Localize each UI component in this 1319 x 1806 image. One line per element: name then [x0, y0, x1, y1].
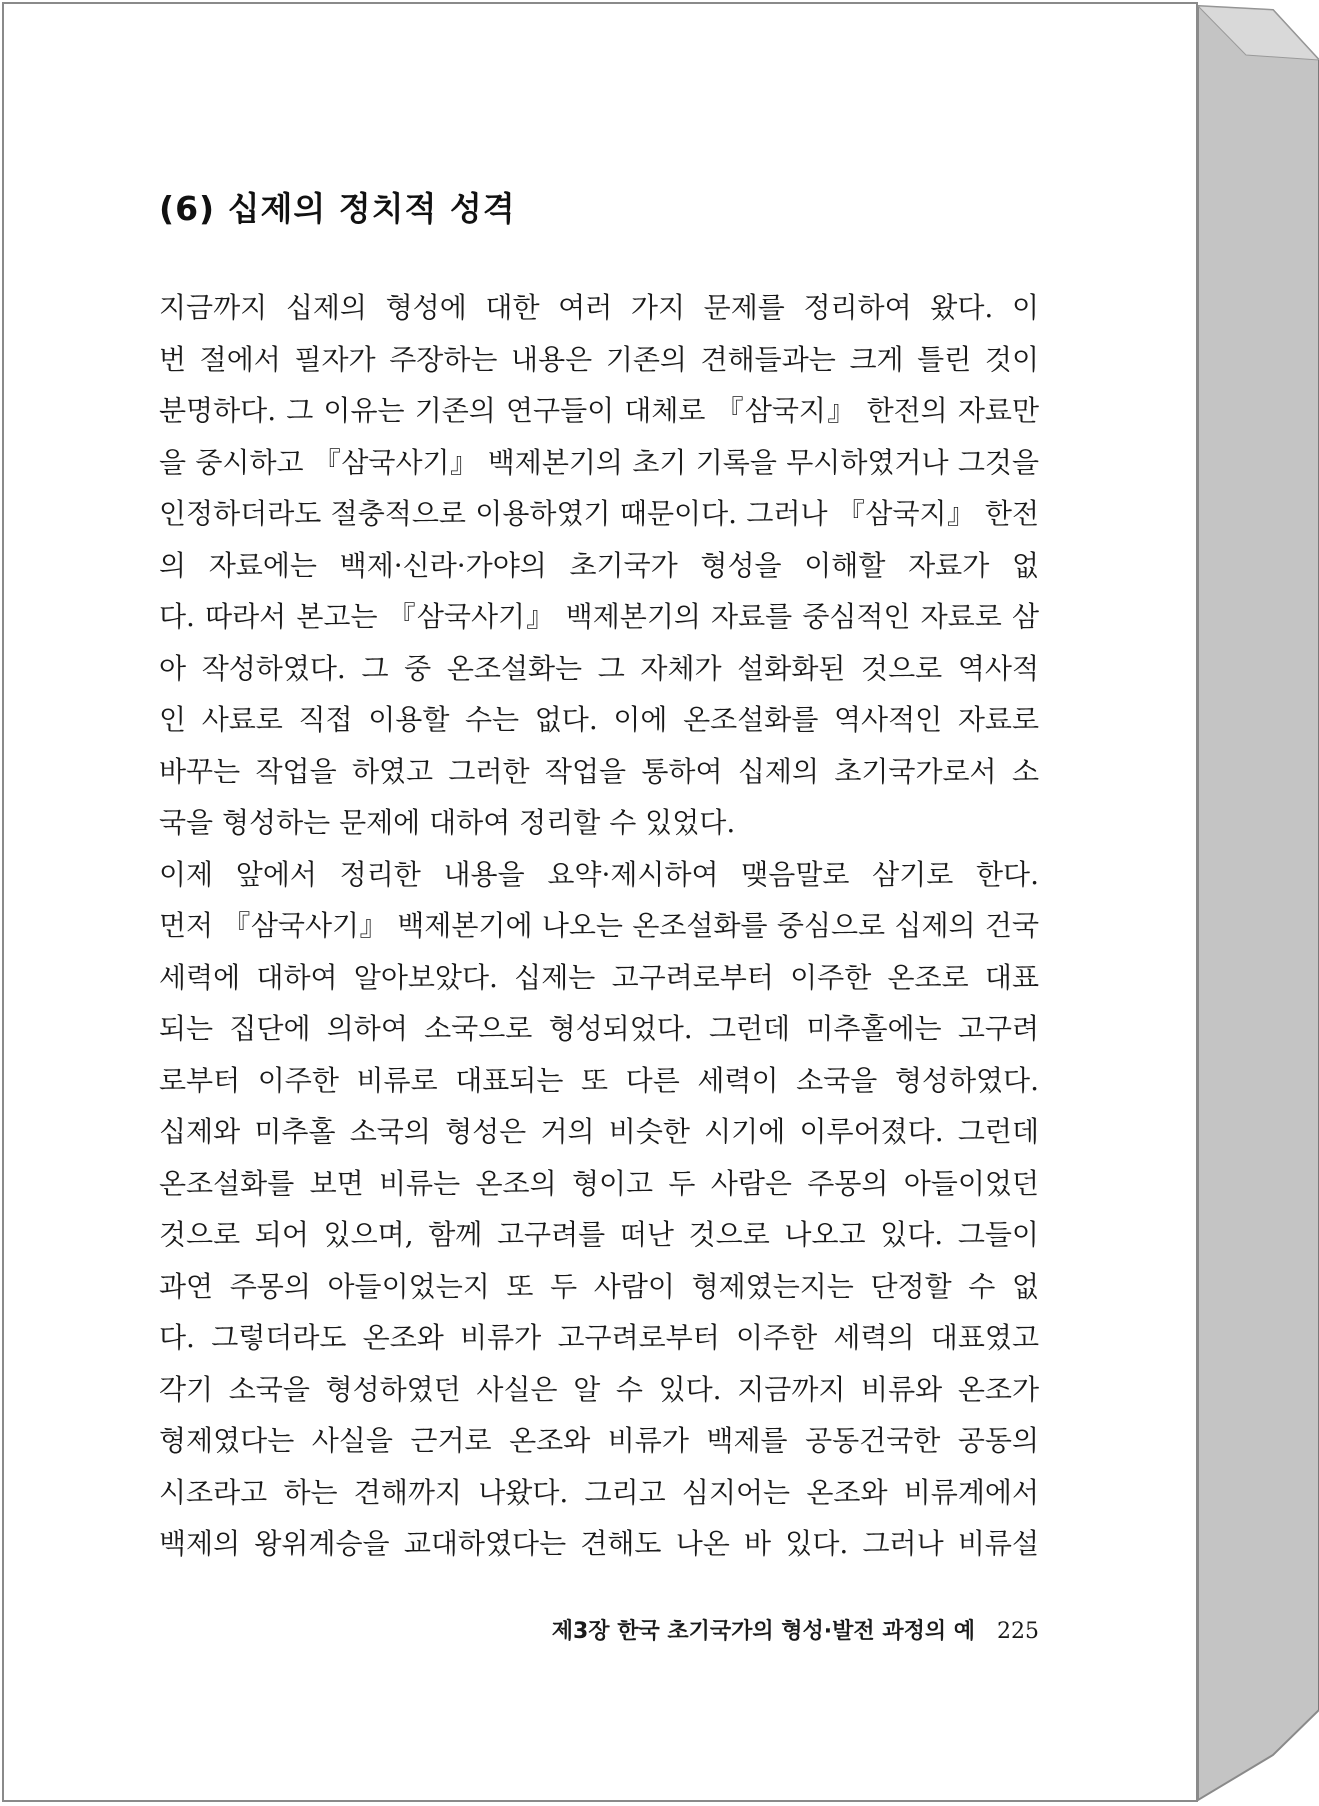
text-line: 백제의 왕위계승을 교대하였다는 견해도 나온 바 있다. 그러나 비류설 — [159, 1527, 1039, 1560]
text-line: 인 사료로 직접 이용할 수는 없다. 이에 온조설화를 역사적인 자료로 — [159, 703, 1039, 736]
paragraph-1 — [159, 282, 1039, 849]
text-line: 세력에 대하여 알아보았다. 십제는 고구려로부터 이주한 온조로 대표 — [159, 960, 1039, 994]
page-content — [159, 184, 1039, 1570]
text-line: 이제 앞에서 정리한 내용을 요약·제시하여 맺음말로 삼기로 한다. — [159, 857, 1039, 891]
text-line: 아 작성하였다. 그 중 온조설화는 그 자체가 설화화된 것으로 역사적 — [159, 651, 1039, 685]
text-line: 분명하다. 그 이유는 기존의 연구들이 대체로 『삼국지』 한전의 자료만 — [159, 394, 1039, 427]
text-line: 시조라고 하는 견해까지 나왔다. 그리고 심지어는 온조와 비류계에서 — [159, 1475, 1039, 1509]
text-line: 십제와 미추홀 소국의 형성은 거의 비슷한 시기에 이루어졌다. 그런데 — [159, 1115, 1039, 1148]
text-line: 다. 따라서 본고는 『삼국사기』 백제본기의 자료를 중심적인 자료로 삼 — [159, 600, 1039, 633]
page-number: 225 — [997, 1619, 1039, 1644]
text-line: 것으로 되어 있으며, 함께 고구려를 떠난 것으로 나오고 있다. 그들이 — [159, 1218, 1039, 1251]
book-edge — [1198, 0, 1319, 1806]
text-line: 을 중시하고 『삼국사기』 백제본기의 초기 기록을 무시하였거나 그것을 — [159, 445, 1039, 479]
text-line: 되는 집단에 의하여 소국으로 형성되었다. 그런데 미추홀에는 고구려 — [159, 1012, 1039, 1045]
text-line: 형제였다는 사실을 근거로 온조와 비류가 백제를 공동건국한 공동의 — [159, 1424, 1039, 1457]
text-line: 온조설화를 보면 비류는 온조의 형이고 두 사람은 주몽의 아들이었던 — [159, 1166, 1039, 1200]
book-edge-shape — [1198, 0, 1319, 1806]
page-footer — [159, 1614, 1039, 1645]
text-line: 의 자료에는 백제·신라·가야의 초기국가 형성을 이해할 자료가 없 — [159, 548, 1039, 582]
text-line: 다. 그렇더라도 온조와 비류가 고구려로부터 이주한 세력의 대표였고 — [159, 1321, 1039, 1354]
text-line: 과연 주몽의 아들이었는지 또 두 사람이 형제였는지는 단정할 수 없 — [159, 1269, 1039, 1303]
text-line: 각기 소국을 형성하였던 사실은 알 수 있다. 지금까지 비류와 온조가 — [159, 1372, 1039, 1406]
book-page — [2, 2, 1198, 1802]
running-title: 제3장 한국 초기국가의 형성·발전 과정의 예 — [551, 1619, 975, 1644]
paragraph-2 — [159, 849, 1039, 1570]
text-line: 번 절에서 필자가 주장하는 내용은 기존의 견해들과는 크게 틀린 것이 — [159, 342, 1039, 376]
text-line: 지금까지 십제의 형성에 대한 여러 가지 문제를 정리하여 왔다. 이 — [159, 291, 1039, 324]
section-heading: (6) 십제의 정치적 성격 — [159, 189, 516, 228]
text-line: 인정하더라도 절충적으로 이용하였기 때문이다. 그러나 『삼국지』 한전 — [159, 497, 1039, 530]
text-line: 바꾸는 작업을 하였고 그러한 작업을 통하여 십제의 초기국가로서 소 — [159, 754, 1039, 788]
text-line: 먼저 『삼국사기』 백제본기에 나오는 온조설화를 중심으로 십제의 건국 — [159, 909, 1039, 942]
text-line: 로부터 이주한 비류로 대표되는 또 다른 세력이 소국을 형성하였다. — [159, 1063, 1039, 1097]
text-line: 국을 형성하는 문제에 대하여 정리할 수 있었다. — [159, 806, 736, 839]
